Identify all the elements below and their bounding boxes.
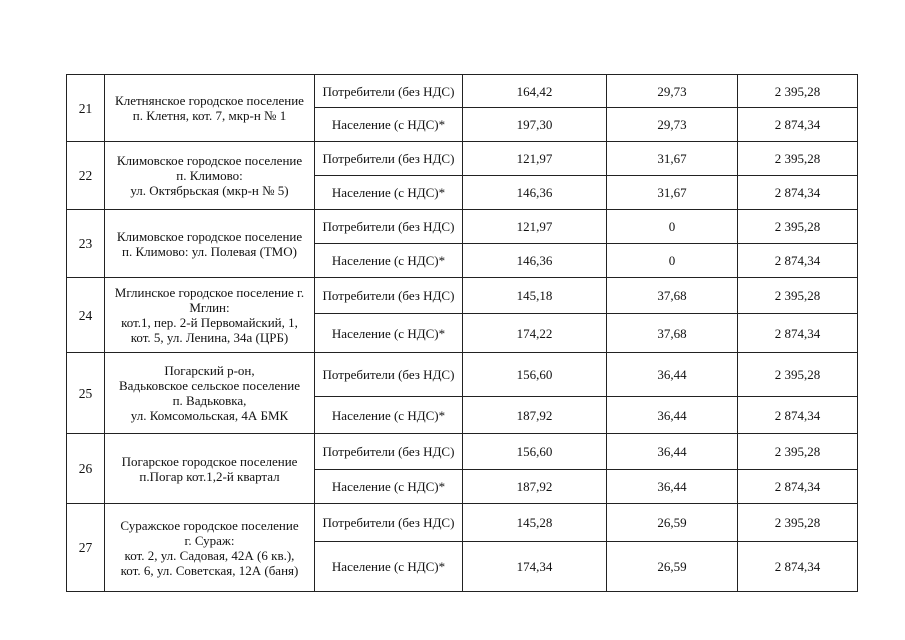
consumer-category: Потребители (без НДС) bbox=[315, 142, 463, 176]
consumer-category: Население (с НДС)* bbox=[315, 108, 463, 142]
tariff-value-1: 164,42 bbox=[463, 75, 607, 108]
tariff-value-2: 26,59 bbox=[607, 542, 738, 592]
tariff-value-3: 2 874,34 bbox=[738, 397, 858, 434]
tariff-value-2: 29,73 bbox=[607, 75, 738, 108]
tariff-value-3: 2 395,28 bbox=[738, 434, 858, 470]
tariff-value-2: 0 bbox=[607, 210, 738, 244]
tariff-value-3: 2 395,28 bbox=[738, 278, 858, 314]
consumer-category: Потребители (без НДС) bbox=[315, 278, 463, 314]
settlement-line: п. Климово: ул. Полевая (ТМО) bbox=[122, 243, 297, 259]
tariff-value-3: 2 395,28 bbox=[738, 142, 858, 176]
tariff-value-1: 197,30 bbox=[463, 108, 607, 142]
tariff-value-1: 156,60 bbox=[463, 353, 607, 397]
settlement-line: ул. Октябрьская (мкр-н № 5) bbox=[130, 183, 289, 198]
settlement-line: п. Клетня, кот. 7, мкр-н № 1 bbox=[132, 108, 287, 123]
settlement-line: п. Вадьковка, bbox=[172, 393, 247, 408]
consumer-category: Потребители (без НДС) bbox=[315, 210, 463, 244]
consumer-category: Население (с НДС)* bbox=[315, 397, 463, 434]
table-row bbox=[67, 353, 858, 397]
row-number: 27 bbox=[67, 504, 105, 592]
consumer-category: Население (с НДС)* bbox=[315, 176, 463, 210]
settlement-line: ул. Комсомольская, 4А БМК bbox=[130, 408, 289, 423]
settlement-line: кот. 5, ул. Ленина, 34а (ЦРБ) bbox=[130, 330, 289, 345]
tariff-value-2: 29,73 bbox=[607, 108, 738, 142]
table-row bbox=[67, 278, 858, 314]
settlement-line: Мглин: bbox=[189, 300, 230, 315]
row-number: 26 bbox=[67, 434, 105, 504]
tariff-value-3: 2 395,28 bbox=[738, 504, 858, 542]
settlement-cell bbox=[105, 434, 315, 504]
tariff-value-1: 146,36 bbox=[463, 176, 607, 210]
consumer-category: Потребители (без НДС) bbox=[315, 434, 463, 470]
settlement-line: Клетнянское городское поселение bbox=[115, 93, 304, 108]
tariff-table bbox=[66, 74, 858, 592]
tariff-value-3: 2 395,28 bbox=[738, 75, 858, 108]
tariff-value-2: 31,67 bbox=[607, 176, 738, 210]
consumer-category: Население (с НДС)* bbox=[315, 542, 463, 592]
tariff-value-3: 2 874,34 bbox=[738, 314, 858, 353]
settlement-line: п. Климово: bbox=[176, 168, 243, 183]
tariff-value-2: 36,44 bbox=[607, 434, 738, 470]
row-number: 24 bbox=[67, 278, 105, 353]
settlement-line: кот.1, пер. 2-й Первомайский, 1, bbox=[121, 315, 298, 330]
consumer-category: Население (с НДС)* bbox=[315, 470, 463, 504]
tariff-value-2: 37,68 bbox=[607, 314, 738, 353]
tariff-value-2: 36,44 bbox=[607, 470, 738, 504]
tariff-value-3: 2 874,34 bbox=[738, 542, 858, 592]
settlement-line: кот. 2, ул. Садовая, 42А (6 кв.), bbox=[124, 547, 295, 563]
consumer-category: Потребители (без НДС) bbox=[315, 353, 463, 397]
settlement-cell bbox=[105, 142, 315, 210]
tariff-value-1: 145,28 bbox=[463, 504, 607, 542]
settlement-line: Климовское городское поселение bbox=[116, 153, 303, 168]
settlement-line: п.Погар кот.1,2-й квартал bbox=[139, 468, 280, 484]
table-row bbox=[67, 504, 858, 542]
settlement-cell bbox=[105, 75, 315, 142]
tariff-value-1: 146,36 bbox=[463, 244, 607, 278]
tariff-value-3: 2 874,34 bbox=[738, 176, 858, 210]
settlement-cell bbox=[105, 353, 315, 434]
tariff-value-2: 31,67 bbox=[607, 142, 738, 176]
row-number: 23 bbox=[67, 210, 105, 278]
tariff-value-2: 0 bbox=[607, 244, 738, 278]
tariff-value-3: 2 395,28 bbox=[738, 353, 858, 397]
consumer-category: Население (с НДС)* bbox=[315, 314, 463, 353]
consumer-category: Потребители (без НДС) bbox=[315, 75, 463, 108]
tariff-value-1: 174,22 bbox=[463, 314, 607, 353]
settlement-line: Погарский р-он, bbox=[164, 363, 255, 378]
consumer-category: Потребители (без НДС) bbox=[315, 504, 463, 542]
tariff-value-3: 2 874,34 bbox=[738, 244, 858, 278]
settlement-line: Климовское городское поселение bbox=[116, 228, 303, 244]
settlement-line: кот. 6, ул. Советская, 12А (баня) bbox=[120, 562, 299, 578]
tariff-value-1: 187,92 bbox=[463, 397, 607, 434]
tariff-value-1: 145,18 bbox=[463, 278, 607, 314]
settlement-cell bbox=[105, 504, 315, 592]
table-row bbox=[67, 75, 858, 108]
tariff-value-3: 2 874,34 bbox=[738, 470, 858, 504]
table-row bbox=[67, 142, 858, 176]
settlement-line: г. Сураж: bbox=[184, 532, 235, 548]
settlement-cell bbox=[105, 210, 315, 278]
tariff-value-1: 156,60 bbox=[463, 434, 607, 470]
settlement-cell bbox=[105, 278, 315, 353]
tariff-value-3: 2 874,34 bbox=[738, 108, 858, 142]
tariff-value-2: 36,44 bbox=[607, 397, 738, 434]
settlement-line: Суражское городское поселение bbox=[120, 517, 299, 533]
table-row bbox=[67, 434, 858, 470]
row-number: 21 bbox=[67, 75, 105, 142]
tariff-value-1: 187,92 bbox=[463, 470, 607, 504]
tariff-value-2: 36,44 bbox=[607, 353, 738, 397]
tariff-value-1: 121,97 bbox=[463, 142, 607, 176]
tariff-value-3: 2 395,28 bbox=[738, 210, 858, 244]
tariff-value-2: 37,68 bbox=[607, 278, 738, 314]
settlement-line: Мглинское городское поселение г. bbox=[114, 285, 305, 300]
settlement-line: Погарское городское поселение bbox=[121, 453, 298, 469]
consumer-category: Население (с НДС)* bbox=[315, 244, 463, 278]
table-row bbox=[67, 210, 858, 244]
tariff-value-1: 174,34 bbox=[463, 542, 607, 592]
tariff-value-1: 121,97 bbox=[463, 210, 607, 244]
tariff-value-2: 26,59 bbox=[607, 504, 738, 542]
row-number: 25 bbox=[67, 353, 105, 434]
settlement-line: Вадьковское сельское поселение bbox=[119, 378, 300, 393]
row-number: 22 bbox=[67, 142, 105, 210]
